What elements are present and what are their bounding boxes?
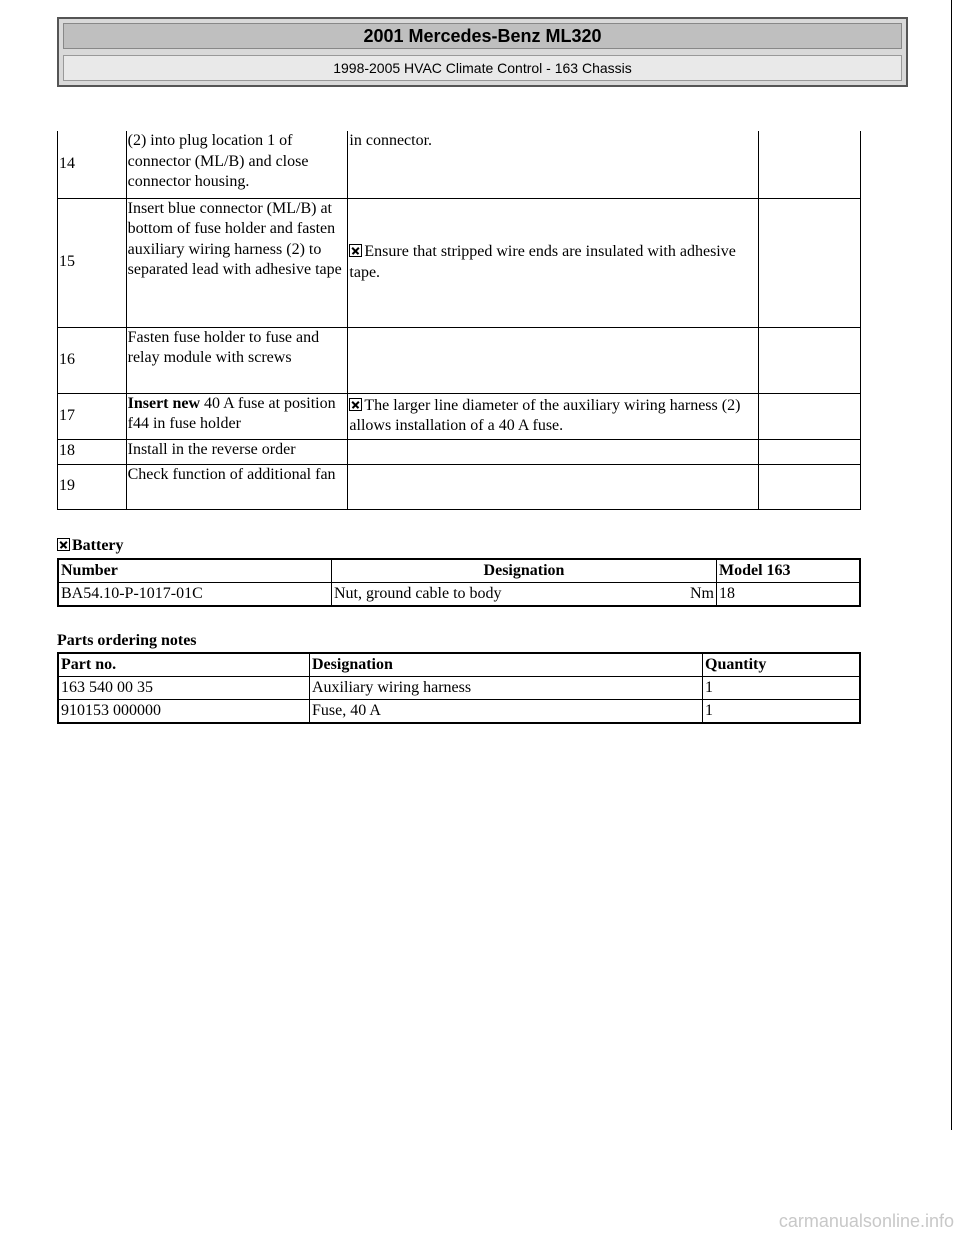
document-subtitle: 1998-2005 HVAC Climate Control - 163 Chassis	[333, 60, 632, 76]
battery-designation: Nut, ground cable to body	[334, 585, 502, 602]
step-empty-cell	[758, 439, 860, 464]
step-number: 18	[58, 439, 127, 464]
part-number: 163 540 00 35	[58, 677, 310, 700]
column-header: Designation	[332, 559, 717, 583]
battery-value: 18	[717, 583, 861, 607]
battery-title-text: Battery	[72, 537, 124, 554]
procedure-steps-table	[57, 131, 861, 510]
step-description: (2) into plug location 1 of connector (ML/B) and close connector housing.	[126, 131, 348, 198]
step-number: 19	[58, 464, 127, 509]
table-row	[58, 439, 861, 464]
step-description-bold: Insert new	[127, 394, 201, 412]
part-number: 910153 000000	[58, 700, 310, 724]
step-description: Check function of additional fan	[126, 464, 348, 509]
document-title: 2001 Mercedes-Benz ML320	[363, 25, 602, 46]
part-quantity: 1	[703, 700, 861, 724]
column-header: Number	[58, 559, 332, 583]
table-row	[58, 131, 861, 198]
header-subtitle-bar	[63, 55, 902, 81]
battery-section-title	[57, 537, 124, 555]
part-designation: Auxiliary wiring harness	[310, 677, 703, 700]
column-header: Quantity	[703, 653, 861, 677]
column-header: Part no.	[58, 653, 310, 677]
step-empty-cell	[758, 198, 860, 327]
table-row	[58, 677, 860, 700]
step-note: Ensure that stripped wire ends are insulated with adhesive tape.	[349, 243, 736, 281]
note-icon	[349, 398, 362, 411]
document-header	[57, 17, 908, 87]
step-number: 16	[58, 327, 127, 393]
table-header-row	[58, 653, 860, 677]
section-icon	[57, 538, 70, 551]
column-header: Model 163	[717, 559, 861, 583]
step-note-cell	[348, 198, 758, 327]
table-row	[58, 700, 860, 724]
step-number: 17	[58, 393, 127, 439]
step-number: 14	[58, 131, 127, 198]
part-designation: Fuse, 40 A	[310, 700, 703, 724]
step-note	[348, 464, 758, 509]
step-empty-cell	[758, 464, 860, 509]
parts-section-title: Parts ordering notes	[57, 632, 197, 649]
page-edge-rule	[951, 0, 952, 1130]
note-icon	[349, 244, 362, 257]
battery-designation-cell	[332, 583, 717, 607]
step-note-cell	[348, 393, 758, 439]
step-empty-cell	[758, 131, 860, 198]
header-title-bar	[63, 23, 902, 49]
table-row	[58, 198, 861, 327]
part-quantity: 1	[703, 677, 861, 700]
parts-table	[57, 652, 861, 724]
step-empty-cell	[758, 327, 860, 393]
table-row	[58, 464, 861, 509]
watermark: carmanualsonline.info	[778, 1211, 954, 1231]
step-note: The larger line diameter of the auxiliary wiring harness (2) allows installation of a 40 A fuse.	[349, 396, 741, 434]
step-description: Install in the reverse order	[126, 439, 348, 464]
table-row	[58, 393, 861, 439]
battery-unit: Nm	[690, 585, 714, 602]
step-note	[348, 327, 758, 393]
step-number: 15	[58, 198, 127, 327]
battery-number: BA54.10-P-1017-01C	[58, 583, 332, 607]
table-row	[58, 583, 860, 607]
step-description: Insert blue connector (ML/B) at bottom of fuse holder and fasten auxiliary wiring harness (2) to separated lead with adhesive tape	[126, 198, 348, 327]
step-description-cell	[126, 393, 348, 439]
table-row	[58, 327, 861, 393]
step-description: 40 A fuse at position f44 in fuse holder	[127, 394, 336, 432]
table-header-row	[58, 559, 860, 583]
battery-table	[57, 558, 861, 607]
column-header: Designation	[310, 653, 703, 677]
step-description: Fasten fuse holder to fuse and relay module with screws	[126, 327, 348, 393]
step-note: in connector.	[348, 131, 758, 198]
step-empty-cell	[758, 393, 860, 439]
step-note	[348, 439, 758, 464]
